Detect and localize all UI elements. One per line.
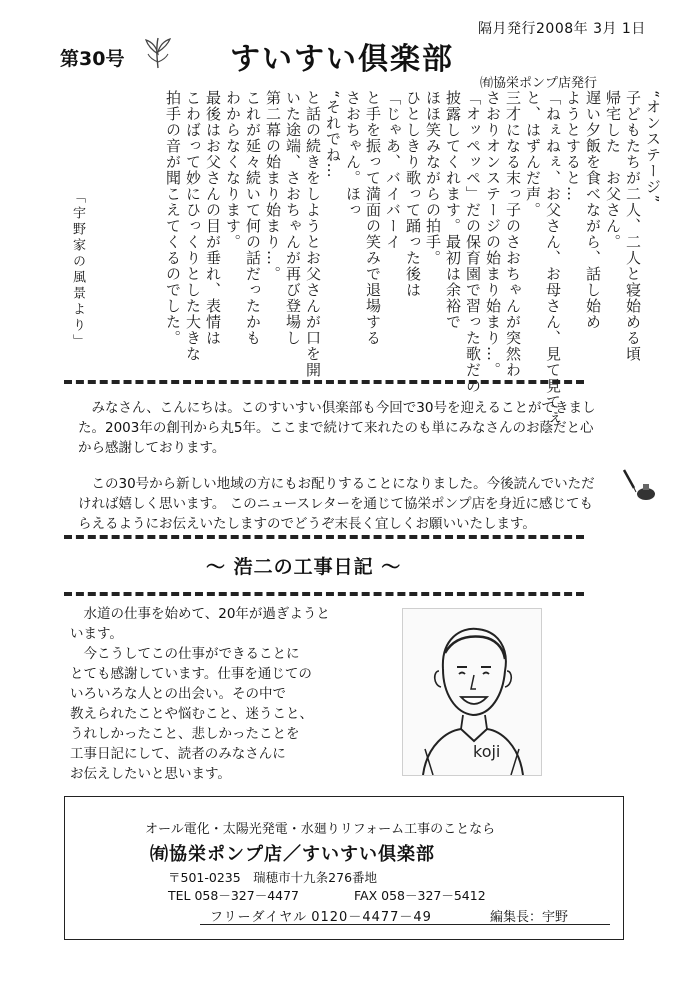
koji-portrait: [402, 608, 542, 776]
essay-column: と話の続きをしようとお父さんが口を開: [304, 90, 322, 378]
essay-column: ほほ笑みながらの拍手。: [424, 90, 442, 266]
essay-column: 三才になる末っ子のさおちゃんが突然わ: [504, 90, 522, 378]
diary-line: うれしかったこと、悲しかったことを: [70, 726, 300, 742]
portrait-signature: koji: [473, 742, 501, 761]
handwritten-essay: [120, 90, 700, 426]
diary-line: いろいろな人との出会い。その中で: [70, 686, 286, 702]
footer-address: 〒501-0235 瑞穂市十九条276番地: [168, 870, 378, 885]
essay-column: ひとしきり歌って踊った後は: [404, 90, 422, 298]
essay-column: “オンステージ”: [644, 90, 662, 204]
section-divider: [64, 592, 584, 596]
issue-date: 隔月発行2008年 3月 1日: [478, 21, 646, 37]
essay-column: と、はずんだ声。: [524, 90, 542, 218]
footer-fax: FAX 058－327－5412: [354, 888, 486, 903]
publisher-line: ㈲協栄ポンプ店発行: [480, 76, 598, 91]
essay-column: さおちゃん。ほっ: [344, 90, 362, 218]
essay-column: こわばって妙にひっくりとした大きな: [184, 90, 202, 362]
essay-column: と手を振って満面の笑みで退場する: [364, 90, 382, 346]
essay-column: 帰宅した お父さん。: [604, 90, 622, 250]
essay-column: 「じゃあ、バイバーイ: [384, 90, 402, 250]
essay-column: 子どもたちが二人、二人と寝始める頃: [624, 90, 642, 362]
footer-phone: TEL 058－327－4477: [168, 888, 299, 903]
diary-line: います。: [70, 626, 123, 642]
freedial-label: フリーダイヤル: [210, 910, 308, 925]
diary-body: [70, 604, 370, 784]
essay-column: 披露してくれます。最初は余裕で: [444, 90, 462, 330]
newsletter-title: すいすい倶楽部: [230, 42, 454, 77]
essay-column: 「オッペッペ」だの保育園で習った歌だの: [464, 90, 482, 394]
essay-column: 「ねぇねぇ、お父さん、お母さん、見て見てぇ: [544, 90, 562, 426]
footer-freedial: [210, 906, 432, 925]
section-divider: [64, 535, 584, 539]
essay-side-caption: 「宇野家の風景より」: [70, 190, 85, 350]
footer-editor: 編集長：宇野: [490, 910, 569, 925]
section-divider: [64, 380, 584, 384]
diary-line: 水道の仕事を始めて、20年が過ぎようと: [70, 606, 330, 622]
essay-column: わからなくなります。: [224, 90, 242, 250]
footer-tagline: オール電化・太陽光発電・水廻りリフォーム工事のことなら: [145, 822, 496, 837]
diary-line: 教えられたことや悩むこと、迷うこと、: [70, 706, 313, 722]
leaf-sprig-icon: [140, 34, 176, 70]
footer-rule: [200, 924, 610, 925]
intro-paragraph: みなさん、こんにちは。このすいすい倶楽部も今回で30号を迎えることができました。2003年の創刊から丸5年。ここまで続けて来れたのも単にみなさんのお蔭だと心から感謝しております。: [78, 400, 596, 456]
issue-number: 第30号: [60, 48, 125, 70]
essay-column: いた途端、さおちゃんが再び登場し: [284, 90, 302, 346]
diary-line: 工事日記にして、読者のみなさんに: [70, 746, 286, 762]
diary-line: 今こうしてこの仕事ができることに: [70, 646, 300, 662]
essay-column: “それでね…: [324, 90, 342, 179]
essay-column: さおりオンステージの始まり始まり…。: [484, 90, 502, 378]
pen-and-ink-bottle-icon: [618, 466, 658, 502]
essay-column: 最後はお父さんの目が垂れ、表情は: [204, 90, 222, 346]
essay-column: 遅い夕飯を食べながら、話し始め: [584, 90, 602, 330]
intro-message: [78, 398, 598, 550]
footer-company: ㈲協栄ポンプ店／すいすい倶楽部: [150, 844, 435, 865]
essay-column: 拍手の音が聞こえてくるのでした。: [164, 90, 182, 346]
diary-line: お伝えしたいと思います。: [70, 766, 231, 782]
intro-paragraph: この30号から新しい地域の方にもお配りすることになりました。今後読んでいただければ嬉しく思います。 このニュースレターを通じて協栄ポンプ店を身近に感じてもらえるようにお伝えいたしますのでどうぞ末長く宜しくお願いいたします。: [78, 476, 595, 532]
essay-column: これが延々続いて何の話だったかも: [244, 90, 262, 346]
diary-line: とても感謝しています。仕事を通じての: [70, 666, 312, 682]
diary-title: ～ 浩二の工事日記 ～: [206, 556, 402, 578]
smiling-man-portrait-icon: [403, 609, 541, 775]
essay-column: 第二幕の始まり始まり…。: [264, 90, 282, 282]
freedial-number: 0120－4477－49: [311, 910, 432, 925]
essay-column: ようとすると…: [564, 90, 582, 202]
